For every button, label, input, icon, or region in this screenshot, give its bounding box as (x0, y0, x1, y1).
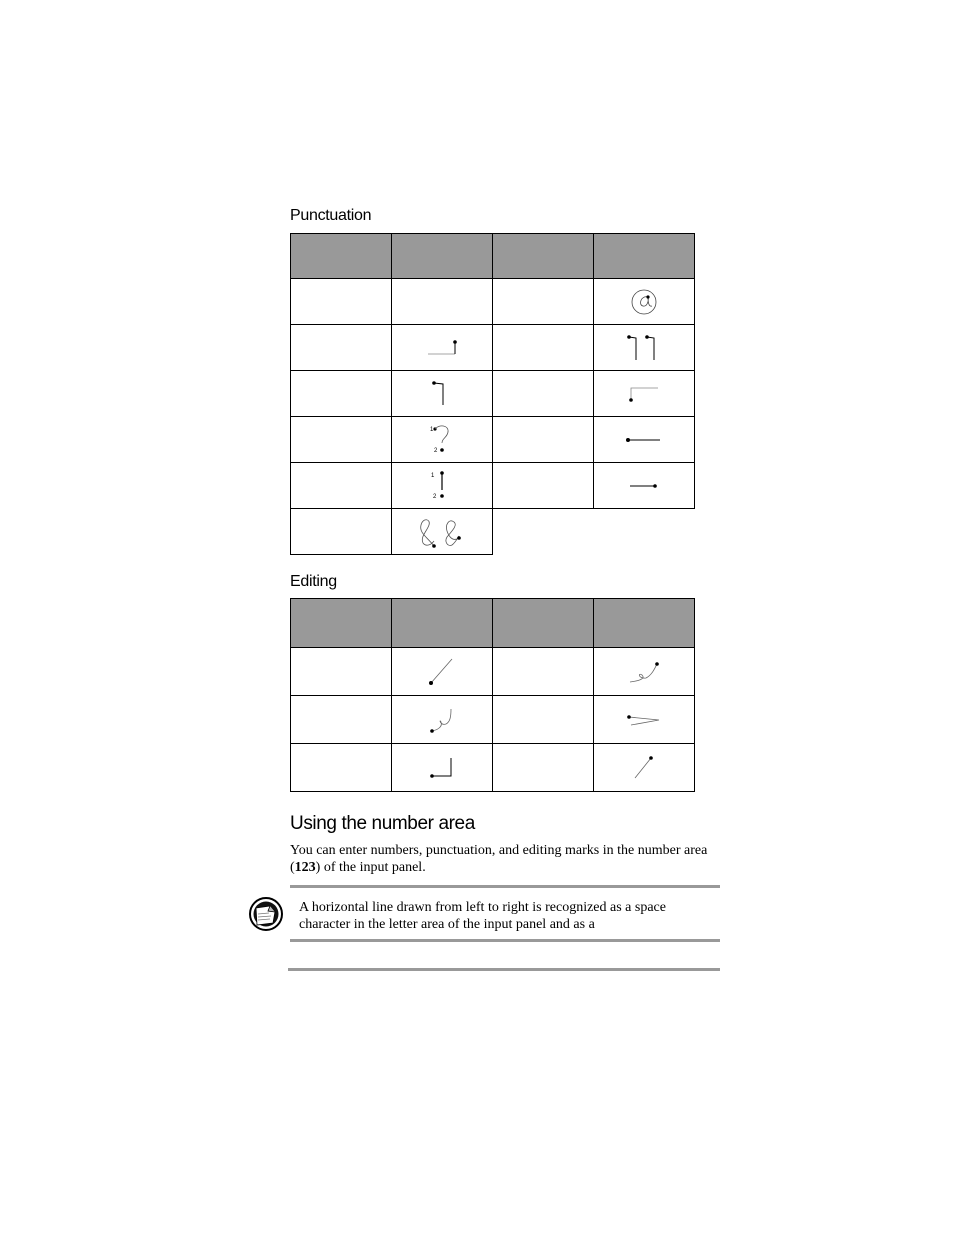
stroke-cell (392, 371, 493, 417)
undo-stroke (625, 710, 663, 730)
stroke-cell (594, 417, 695, 463)
copy-stroke (626, 657, 662, 687)
editing-table (290, 598, 695, 792)
punctuation-table (290, 233, 695, 555)
editing-heading: Editing (290, 573, 337, 590)
punctuation-heading: Punctuation (290, 207, 372, 224)
char-cell (493, 279, 594, 325)
table-row (291, 371, 695, 417)
underscore-stroke (422, 338, 462, 358)
stroke-cell (594, 463, 695, 509)
char-cell (291, 648, 392, 696)
cut-stroke (427, 705, 457, 735)
paste-stroke (631, 754, 657, 782)
header-cell (594, 234, 695, 279)
space-stroke (627, 481, 661, 491)
stroke-cell (594, 648, 695, 696)
question-stroke (429, 424, 455, 456)
stroke-cell (392, 509, 493, 555)
stroke-cell (594, 325, 695, 371)
empty-cell (594, 509, 695, 555)
stroke-cell (594, 371, 695, 417)
char-cell (291, 696, 392, 744)
stroke-cell (392, 325, 493, 371)
char-cell (291, 509, 392, 555)
ampersand-stroke (417, 515, 467, 549)
svg-text:2: 2 (434, 447, 438, 454)
char-cell (291, 371, 392, 417)
table-header-row (291, 234, 695, 279)
at-sign-stroke (629, 287, 659, 317)
dash-stroke (624, 435, 664, 445)
stroke-cell (392, 744, 493, 792)
char-cell (493, 463, 594, 509)
backspace-stroke (425, 656, 459, 688)
table-header-row (291, 599, 695, 648)
header-cell (493, 234, 594, 279)
header-cell (493, 599, 594, 648)
char-cell (493, 371, 594, 417)
apostrophe-stroke (626, 384, 662, 404)
header-cell (291, 599, 392, 648)
note-bottom-rule (290, 939, 720, 942)
char-cell (291, 325, 392, 371)
header-cell (392, 234, 493, 279)
table-row (291, 648, 695, 696)
table-row (291, 463, 695, 509)
char-cell (493, 744, 594, 792)
bracket-stroke (430, 380, 454, 408)
exclamation-stroke (429, 470, 455, 502)
svg-text:1: 1 (430, 426, 434, 433)
stroke-cell (392, 696, 493, 744)
char-cell (493, 648, 594, 696)
table-row (291, 509, 695, 555)
table-row (291, 696, 695, 744)
header-cell (392, 599, 493, 648)
number-area-label: 123 (294, 860, 316, 875)
quote-stroke (624, 334, 664, 362)
section-body (290, 842, 710, 876)
note-icon (248, 896, 284, 932)
char-cell (493, 417, 594, 463)
stroke-cell (392, 417, 493, 463)
empty-cell (493, 509, 594, 555)
stroke-cell (594, 279, 695, 325)
return-stroke (427, 755, 457, 781)
char-cell (291, 744, 392, 792)
table-row (291, 744, 695, 792)
table-row (291, 325, 695, 371)
header-cell (594, 599, 695, 648)
table-row (291, 279, 695, 325)
stroke-cell (392, 648, 493, 696)
header-cell (291, 234, 392, 279)
stroke-cell (594, 744, 695, 792)
stroke-cell (392, 279, 493, 325)
char-cell (291, 463, 392, 509)
page-bottom-rule (288, 968, 720, 971)
char-cell (493, 696, 594, 744)
char-cell (291, 279, 392, 325)
svg-text:1: 1 (431, 472, 435, 479)
body-text-end: ) of the input panel. (315, 860, 426, 875)
table-row (291, 417, 695, 463)
section-title: Using the number area (290, 813, 475, 834)
char-cell (493, 325, 594, 371)
stroke-cell (594, 696, 695, 744)
note-top-rule (290, 885, 720, 888)
note-text: A horizontal line drawn from left to right is recognized as a space character in the letter area of the input panel and as a (299, 900, 666, 932)
char-cell (291, 417, 392, 463)
svg-text:2: 2 (433, 493, 437, 500)
stroke-cell (392, 463, 493, 509)
body-text: You can enter numbers, punctuation, and editing marks in the number area ( (290, 843, 708, 875)
